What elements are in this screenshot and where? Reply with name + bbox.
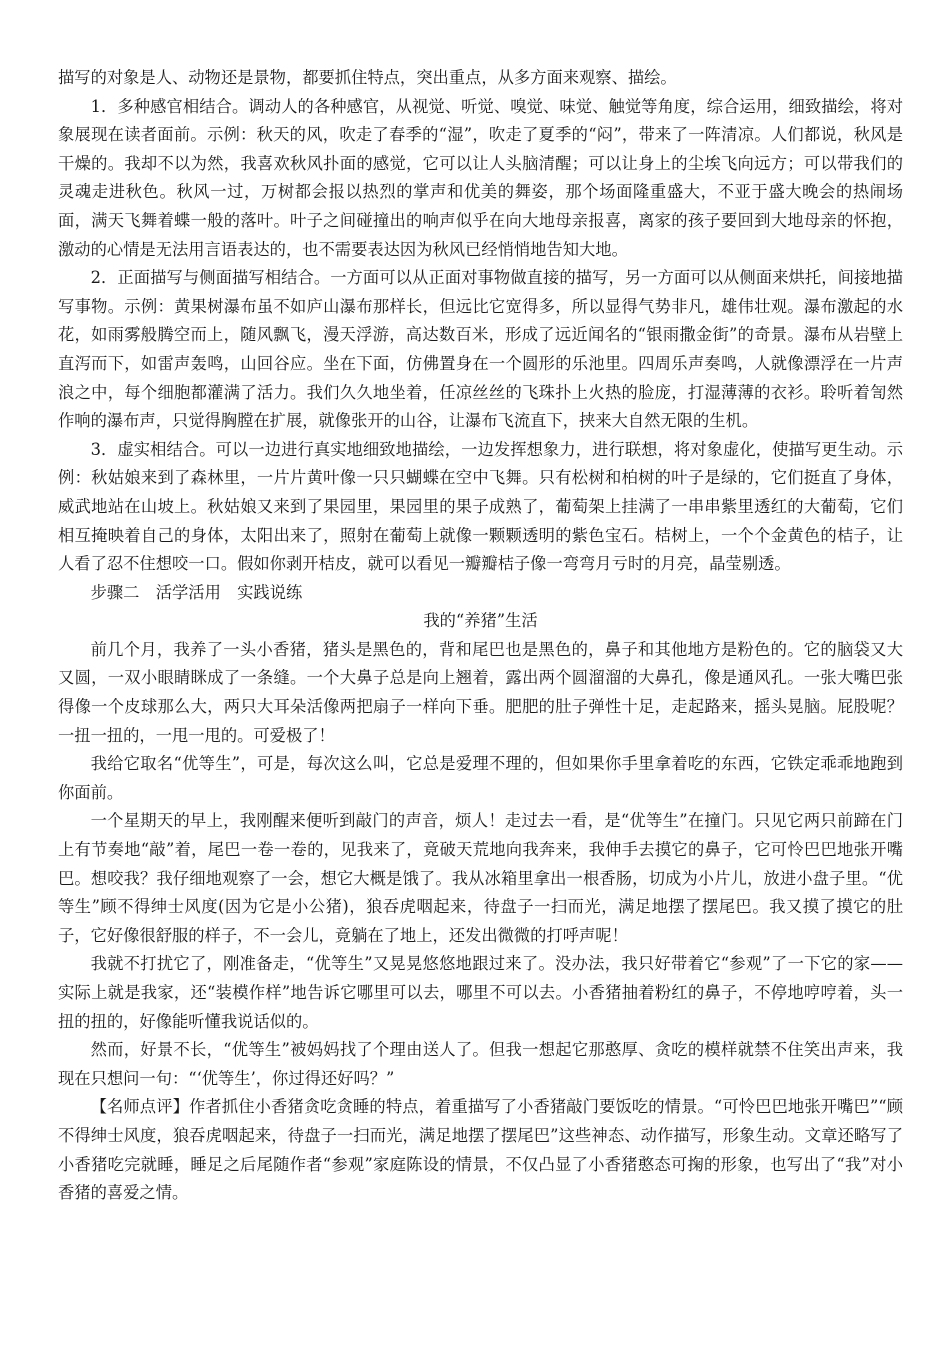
essay-paragraph-3: 一个星期天的早上，我刚醒来便听到敲门的声音，烦人！走过去一看，是“优等生”在撞门。只见它两只前蹄在门上有节奏地“敲”着，尾巴一卷一卷的，见我来了，竟破天荒地向我奔来，我伸手去摸它的鼻子，它可怜巴巴地张开嘴巴。想咬我？我仔细地观察了一会，想它大概是饿了。我从冰箱里拿出一根香肠，切成为小片儿，放进小盘子里。“优等生”顾不得绅士风度(因为它是小公猪)，狼吞虎咽起来，待盘子一扫而光，满足地摆了摆尾巴。我又摸了摸它的肚子，它好像很舒服的样子，不一会儿，竟躺在了地上，还发出微微的打呼声呢！ bbox=[58, 811, 903, 945]
method-2-paragraph: 2．正面描写与侧面描写相结合。一方面可以从正面对事物做直接的描写，另一方面可以从侧面来烘托，间接地描写事物。示例：黄果树瀑布虽不如庐山瀑布那样长，但远比它宽得多，所以显得气势非凡，雄伟壮观。瀑布激起的水花，如雨雾般腾空而上，随风飘飞，漫天浮游，高达数百米，形成了远近闻名的“银雨撒金街”的奇景。瀑布从岩壁上直泻而下，如雷声轰鸣，山回谷应。坐在下面，仿佛置身在一个圆形的乐池里。四周乐声奏鸣，人就像漂浮在一片声浪之中，每个细胞都灌满了活力。我们久久地坐着，任凉丝丝的飞珠扑上火热的脸庞，打湿薄薄的衣衫。聆听着訇然作响的瀑布声，只觉得胸膛在扩展，就像张开的山谷，让瀑布飞流直下，挟来大自然无限的生机。 bbox=[58, 268, 903, 431]
step-heading: 步骤二 活学活用 实践说练 bbox=[90, 582, 303, 602]
essay-paragraph-4: 我就不打扰它了，刚准备走，“优等生”又晃晃悠悠地跟过来了。没办法，我只好带着它“参观”了一下它的家——实际上就是我家，还“装模作样”地告诉它哪里可以去，哪里不可以去。小香猪抽着粉红的鼻子，不停地哼哼着，头一扭的扭的，好像能听懂我说话似的。 bbox=[58, 954, 903, 1031]
essay-paragraph-5: 然而，好景不长，“优等生”被妈妈找了个理由送人了。但我一想起它那憨厚、贪吃的模样就禁不住笑出声来，我现在只想问一句：“‘优等生’，你过得还好吗？” bbox=[58, 1040, 903, 1088]
teacher-comment: 【名师点评】作者抓住小香猪贪吃贪睡的特点，着重描写了小香猪敲门要饭吃的情景。“可怜巴巴地张开嘴巴”“顾不得绅士风度，狼吞虎咽起来，待盘子一扫而光，满足地摆了摆尾巴”这些神态、动作描写，形象生动。文章还略写了小香猪吃完就睡，睡足之后尾随作者“参观”家庭陈设的情景，不仅凸显了小香猪憨态可掬的形象，也写出了“我”对小香猪的喜爱之情。 bbox=[58, 1097, 903, 1203]
method-1-paragraph: 1．多种感官相结合。调动人的各种感官，从视觉、听觉、嗅觉、味觉、触觉等角度，综合运用，细致描绘，将对象展现在读者面前。示例：秋天的风，吹走了春季的“湿”，吹走了夏季的“闷”，带来了一阵清凉。人们都说，秋风是干燥的。我却不以为然，我喜欢秋风扑面的感觉，它可以让人头脑清醒；可以让身上的尘埃飞向远方；可以带我们的灵魂走进秋色。秋风一过，万树都会报以热烈的掌声和优美的舞姿，那个场面隆重盛大，不亚于盛大晚会的热闹场面，满天飞舞着蝶一般的落叶。叶子之间碰撞出的响声似乎在向大地母亲报喜，离家的孩子要回到大地母亲的怀抱，激动的心情是无法用言语表达的，也不需要表达因为秋风已经悄悄地告知大地。 bbox=[58, 96, 903, 259]
document-page bbox=[58, 64, 903, 1208]
intro-paragraph: 描写的对象是人、动物还是景物，都要抓住特点，突出重点，从多方面来观察、描绘。 bbox=[58, 68, 677, 87]
essay-paragraph-1: 前几个月，我养了一头小香猪，猪头是黑色的，背和尾巴也是黑色的，鼻子和其他地方是粉色的。它的脑袋又大又圆，一双小眼睛眯成了一条缝。一个大鼻子总是向上翘着，露出两个圆溜溜的大鼻孔，像是通风孔。一张大嘴巴张得像一个皮球那么大，两只大耳朵活像两把扇子一样向下垂。肥肥的肚子弹性十足，走起路来，摇头晃脑。屁股呢？一扭一扭的，一甩一甩的。可爱极了！ bbox=[58, 639, 903, 745]
method-3-paragraph: 3．虚实相结合。可以一边进行真实地细致地描绘，一边发挥想象力，进行联想，将对象虚化，使描写更生动。示例：秋姑娘来到了森林里，一片片黄叶像一只只蝴蝶在空中飞舞。只有松树和柏树的叶子是绿的，它们挺直了身体，威武地站在山坡上。秋姑娘又来到了果园里，果园里的果子成熟了，葡萄架上挂满了一串串紫里透红的大葡萄，它们相互掩映着自己的身体，太阳出来了，照射在葡萄上就像一颗颗透明的紫色宝石。桔树上，一个个金黄色的桔子，让人看了忍不住想咬一口。假如你剥开桔皮，就可以看见一瓣瓣桔子像一弯弯月亏时的月亮，晶莹剔透。 bbox=[58, 439, 903, 574]
essay-title: 我的“养猪”生活 bbox=[423, 611, 538, 631]
essay-paragraph-2: 我给它取名“优等生”，可是，每次这么叫，它总是爱理不理的，但如果你手里拿着吃的东西，它铁定乖乖地跑到你面前。 bbox=[58, 754, 903, 802]
